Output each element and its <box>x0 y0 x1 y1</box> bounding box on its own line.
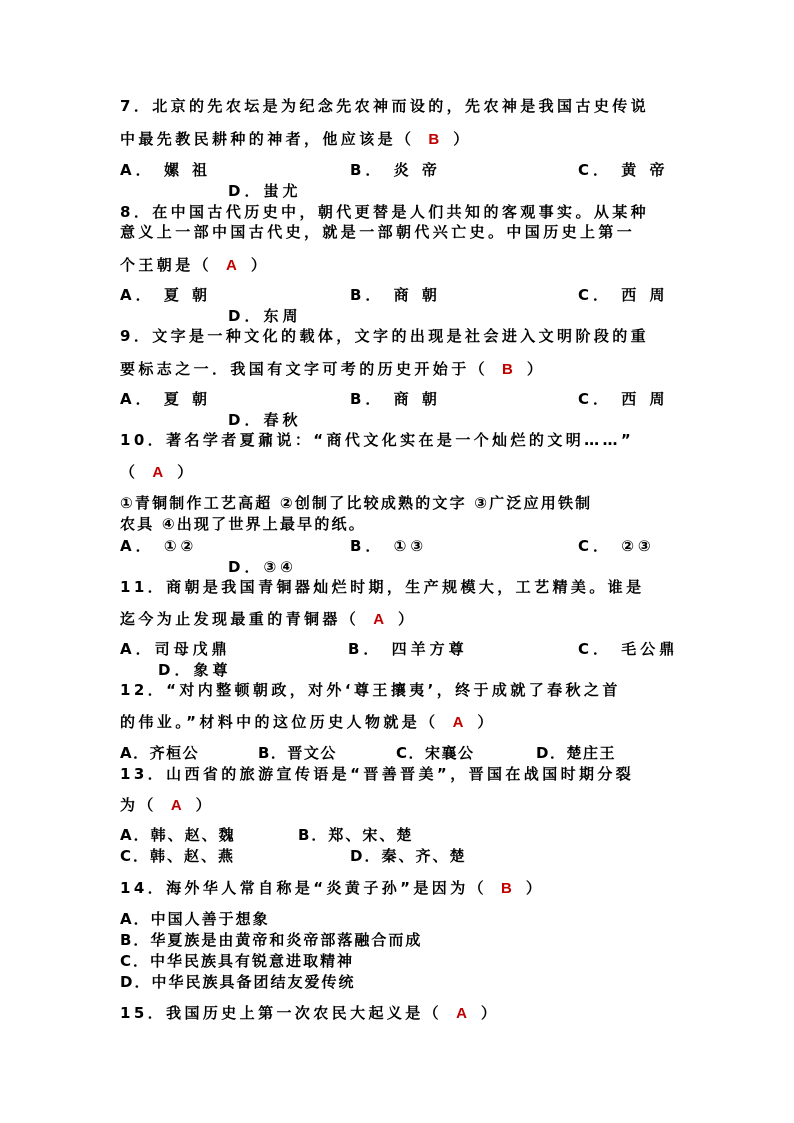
option-b: B．华夏族是由黄帝和炎帝部落融合而成 <box>120 931 423 949</box>
option-a: A． 嫘 祖 <box>120 161 212 179</box>
answer-mark: B <box>501 880 512 897</box>
option-a: A． 夏 朝 <box>120 390 212 408</box>
option-c: C．宋襄公 <box>396 744 475 762</box>
question-text: 中最先教民耕种的神者，他应该是（ B ） <box>120 130 472 148</box>
question-text: 8．在中国古代历史中，朝代更替是人们共知的客观事实。从某种 <box>120 203 650 221</box>
option-b: B． ①③ <box>350 537 428 555</box>
question-text: 迄今为止发现最重的青铜器（ A ） <box>120 610 417 628</box>
option-c: C． 黄 帝 <box>578 161 669 179</box>
question-text: 15．我国历史上第一次农民大起义是（ A ） <box>120 1004 500 1022</box>
option-d: D．春秋 <box>228 411 302 429</box>
option-d: D．象尊 <box>158 661 232 679</box>
question-text: 9．文字是一种文化的载体，文字的出现是社会进入文明阶段的重 <box>120 327 650 345</box>
option-b: B．晋文公 <box>258 744 337 762</box>
option-b: B． 商 朝 <box>350 390 441 408</box>
answer-mark: A <box>373 611 385 628</box>
option-c: C．韩、赵、燕 <box>120 847 236 865</box>
option-b: B．郑、宋、楚 <box>298 826 414 844</box>
option-c: C． ②③ <box>578 537 655 555</box>
option-d: D．③④ <box>228 558 297 576</box>
question-text: 为（ A ） <box>120 796 215 814</box>
statement-list: 农具 ④出现了世界上最早的纸。 <box>120 515 366 533</box>
question-text: 7．北京的先农坛是为纪念先农神而设的，先农神是我国古史传说 <box>120 97 650 115</box>
answer-mark: A <box>452 714 464 731</box>
option-b: B． 商 朝 <box>350 286 441 304</box>
question-text: 意义上一部中国古代史，就是一部朝代兴亡史。中国历史上第一 <box>120 223 636 241</box>
answer-mark: B <box>428 131 440 148</box>
option-a: A．齐桓公 <box>120 744 200 762</box>
option-a: A．司母戊鼎 <box>120 640 231 658</box>
option-d: D．楚庄王 <box>536 744 616 762</box>
option-c: C．中华民族具有锐意进取精神 <box>120 952 355 970</box>
option-a: A．中国人善于想象 <box>120 910 270 928</box>
question-text: 要标志之一．我国有文字可考的历史开始于（ B ） <box>120 360 546 378</box>
option-a: A．韩、赵、魏 <box>120 826 236 844</box>
question-text: 13．山西省的旅游宣传语是“晋善晋美”，晋国在战国时期分裂 <box>120 765 635 783</box>
answer-mark: A <box>456 1005 467 1022</box>
option-d: D．蚩尤 <box>228 182 302 200</box>
option-d: D．秦、齐、楚 <box>350 847 467 865</box>
option-b: B． 炎 帝 <box>350 161 441 179</box>
option-a: A． ①② <box>120 537 198 555</box>
statement-list: ①青铜制作工艺高超 ②创制了比较成熟的文字 ③广泛应用铁制 <box>120 494 593 512</box>
question-text: 11．商朝是我国青铜器灿烂时期，生产规模大，工艺精美。谁是 <box>120 578 645 596</box>
question-text: 10．著名学者夏鼐说：“商代文化实在是一个灿烂的文明……” <box>120 431 635 449</box>
question-text: 12．“对内整顿朝政，对外‘尊王攘夷’，终于成就了春秋之首 <box>120 681 621 699</box>
option-c: C． 西 周 <box>578 390 669 408</box>
answer-mark: A <box>170 797 182 814</box>
answer-mark: A <box>226 257 237 274</box>
option-d: D．中华民族具备团结友爱传统 <box>120 973 356 991</box>
answer-mark: B <box>502 361 513 378</box>
answer-mark: A <box>152 464 164 481</box>
option-d: D．东周 <box>228 307 302 325</box>
question-text: 的伟业。”材料中的这位历史人物就是（ A ） <box>120 713 496 731</box>
question-text: 个王朝是（ A ） <box>120 256 270 274</box>
question-text: （ A ） <box>120 463 196 481</box>
option-c: C． 西 周 <box>578 286 669 304</box>
question-text: 14．海外华人常自称是“炎黄子孙”是因为（ B ） <box>120 879 545 897</box>
option-b: B． 四羊方尊 <box>348 640 468 658</box>
option-a: A． 夏 朝 <box>120 286 212 304</box>
option-c: C． 毛公鼎 <box>578 640 679 658</box>
